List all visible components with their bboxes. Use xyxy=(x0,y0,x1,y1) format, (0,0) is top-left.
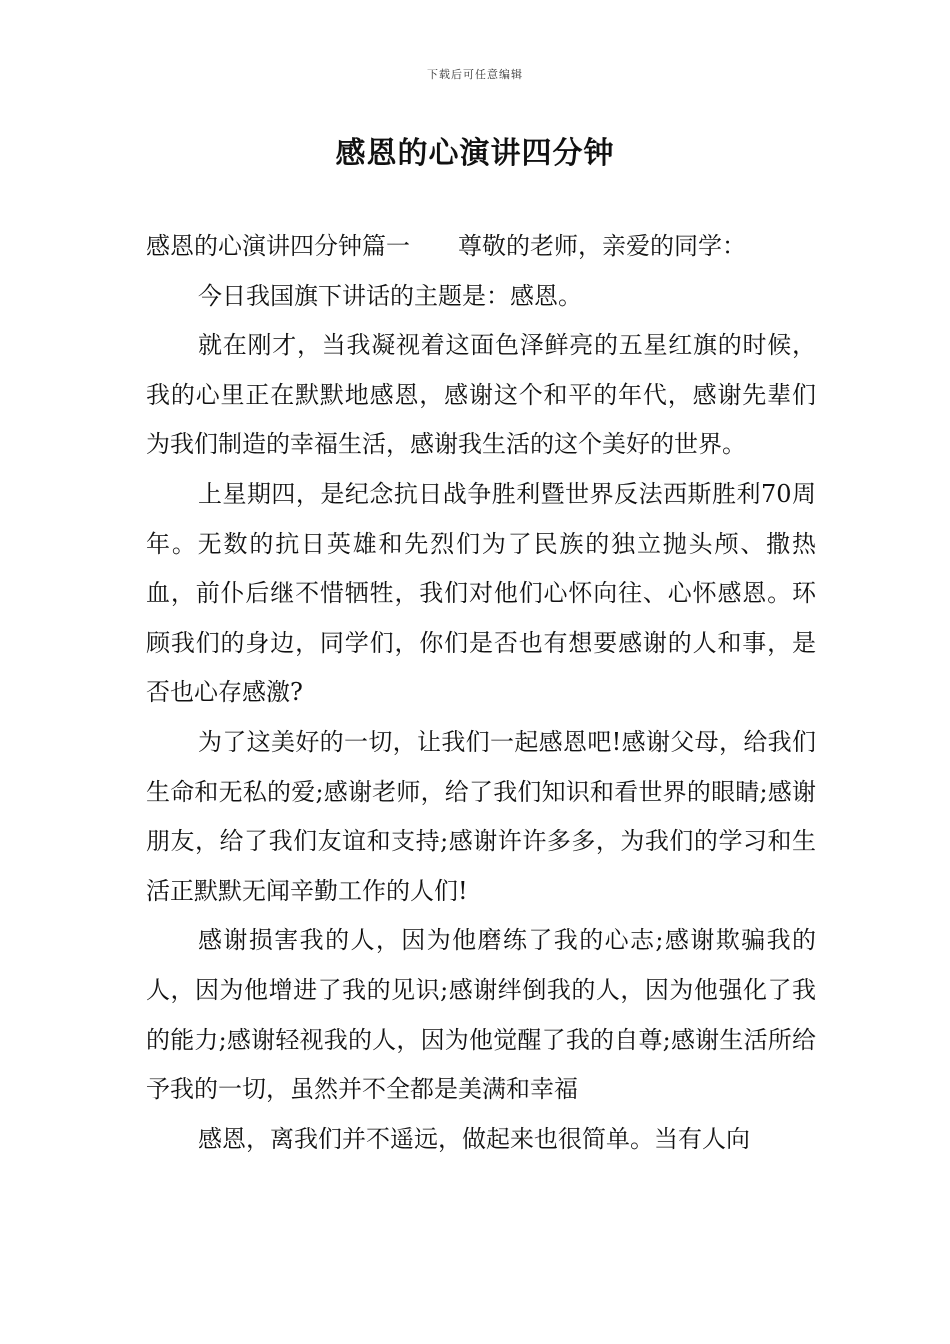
paragraph: 感谢损害我的人，因为他磨练了我的心志;感谢欺骗我的人，因为他增进了我的见识;感谢绊倒我的人，因为他强化了我的能力;感谢轻视我的人，因为他觉醒了我的自尊;感谢生活所给予我的一切，虽然并不全都是美满和幸福 xyxy=(146,926,816,1104)
paragraph: 上星期四，是纪念抗日战争胜利暨世界反法西斯胜利70周年。无数的抗日英雄和先烈们为了民族的独立抛头颅、撒热血，前仆后继不惜牺牲，我们对他们心怀向往、心怀感恩。环顾我们的身边，同学们，你们是否也有想要感谢的人和事，是否也心存感激? xyxy=(146,479,816,707)
opening-line xyxy=(146,222,816,272)
paragraph: 感恩，离我们并不遥远，做起来也很简单。当有人向 xyxy=(198,1124,750,1153)
section-heading: 感恩的心演讲四分钟篇一 xyxy=(146,232,410,260)
document-title: 感恩的心演讲四分钟 xyxy=(335,136,615,171)
paragraph: 为了这美好的一切，让我们一起感恩吧!感谢父母，给我们生命和无私的爱;感谢老师，给了我们知识和看世界的眼睛;感谢朋友，给了我们友谊和支持;感谢许许多多，为我们的学习和生活正默默无闻辛勤工作的人们! xyxy=(146,727,816,905)
paragraph: 今日我国旗下讲话的主题是：感恩。 xyxy=(198,281,582,310)
paragraph: 就在刚才，当我凝视着这面色泽鲜亮的五星红旗的时候，我的心里正在默默地感恩，感谢这个和平的年代，感谢先辈们为我们制造的幸福生活，感谢我生活的这个美好的世界。 xyxy=(146,331,816,459)
salutation: 尊敬的老师，亲爱的同学： xyxy=(458,232,746,260)
header-note: 下载后可任意编辑 xyxy=(427,68,523,81)
document-body xyxy=(146,222,816,1164)
